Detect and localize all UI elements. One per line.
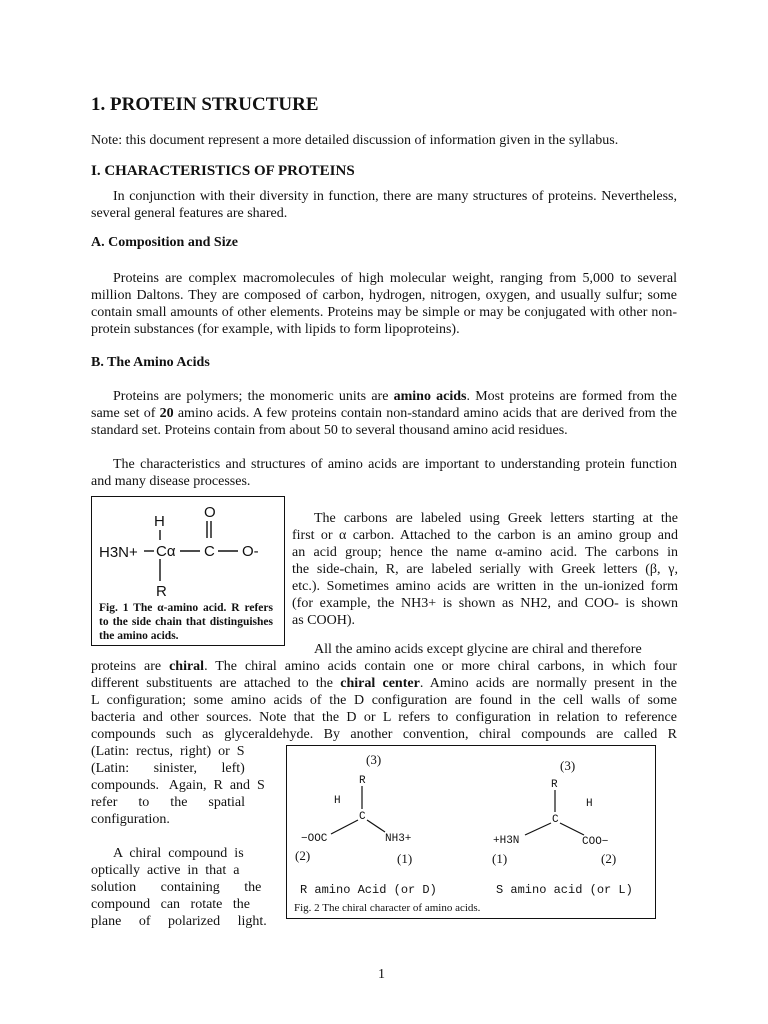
section-b-paragraph-3: The carbons are labeled using Greek letters starting at the first or α carbon. Attached to the carbon is an amino group and an acid group; hence the name α-amino acid. The carbons in the side-chain, R, are labeled serially with Greek letters (β, γ, etc.). Sometimes amino acids are written in the un-ionized form (for example, the NH3+ is shown as NH2, and COO- is shown as COOH). — [292, 511, 678, 628]
document-note: Note: this document represent a more detailed discussion of information given in the syllabus. — [91, 133, 619, 148]
figure-1-caption: Fig. 1 The α-amino acid. R refers to the side chain that distinguishes the amino acids. — [99, 602, 273, 642]
svg-text:R amino Acid (or D): R amino Acid (or D) — [300, 883, 437, 897]
svg-text:(3): (3) — [560, 758, 576, 773]
svg-text:H: H — [586, 798, 593, 810]
section-a-text: Proteins are complex macromolecules of high molecular weight, ranging from 5,000 to several million Daltons. They are composed of carbon, hydrogen, nitrogen, oxygen, and usually sulfur; some contain small amounts of other elements. Proteins may be simple or may be conjugated with other non-protein substances (for example, with lipids to form lipoproteins). — [91, 271, 677, 337]
section-heading-1: I. CHARACTERISTICS OF PROTEINS — [91, 163, 355, 179]
section-heading-b: B. The Amino Acids — [91, 355, 210, 370]
svg-text:S amino acid (or L): S amino acid (or L) — [496, 883, 633, 897]
section-heading-a: A. Composition and Size — [91, 235, 239, 250]
svg-text:(1): (1) — [397, 851, 413, 866]
svg-text:C: C — [552, 814, 559, 826]
fig1-r-group: R — [156, 583, 167, 600]
fig1-o-minus: O- — [242, 543, 259, 560]
fig1-carbonyl-carbon: C — [204, 543, 215, 560]
fig1-h-atom: H — [154, 513, 165, 530]
svg-text:(2): (2) — [295, 848, 311, 863]
svg-text:(2): (2) — [601, 851, 617, 866]
section-b-paragraph-2: The characteristics and structures of amino acids are important to understanding protein function and many disease processes. — [91, 457, 677, 489]
fig1-alpha-carbon: Cα — [156, 543, 176, 560]
svg-text:COO−: COO− — [582, 836, 609, 848]
section-b-paragraph-1: Proteins are polymers; the monomeric units are amino acids. Most proteins are formed from the same set of 20 amino acids. A few proteins contain non-standard amino acids that are derived from the standard set. Proteins contain from about 50 to several thousand amino acid residues. — [91, 389, 677, 438]
svg-text:(3): (3) — [366, 752, 382, 767]
section-1-intro: In conjunction with their diversity in function, there are many structures of proteins. Nevertheless, several general features are shared. — [91, 189, 677, 221]
section-b-paragraph-4: All the amino acids except glycine are chiral and therefore proteins are chiral. The chiral amino acids contain one or more chiral carbons, in which four different substituents are attached to the chiral center. Amino acids are normally present in the L configuration; some amino acids of the D configuration are found in the cell walls of some bacteria and other sources. Note that the D or L refers to configuration in relation to reference compounds such as glyceraldehyde. By another convention, chiral compounds are called R — [91, 642, 677, 742]
page-number: 1 — [378, 967, 385, 982]
figure-1-box — [91, 496, 285, 646]
svg-text:R: R — [359, 775, 366, 787]
svg-text:H: H — [334, 795, 341, 807]
figure-2-box — [286, 745, 656, 919]
svg-text:+H3N: +H3N — [493, 835, 520, 847]
page-title: 1. PROTEIN STRUCTURE — [91, 94, 319, 115]
chirality-convention-text: (Latin: rectus, right) or S (Latin: sinister, left) compounds. Again, R and S refer to the spatial configuration. — [91, 744, 265, 827]
svg-text:R: R — [551, 779, 558, 791]
fig1-n-group: H3N+ — [99, 544, 138, 561]
svg-text:−OOC: −OOC — [301, 833, 328, 845]
svg-text:NH3+: NH3+ — [385, 833, 412, 845]
fig1-o-atom: O — [204, 504, 216, 521]
svg-text:(1): (1) — [492, 851, 508, 866]
chiral-structures — [287, 746, 655, 918]
figure-2-caption: Fig. 2 The chiral character of amino acids. — [294, 902, 481, 914]
svg-text:C: C — [359, 811, 366, 823]
optical-activity-text: A chiral compound is optically active in that a solution containing the compound can rotate the plane of polarized light. — [91, 846, 267, 929]
